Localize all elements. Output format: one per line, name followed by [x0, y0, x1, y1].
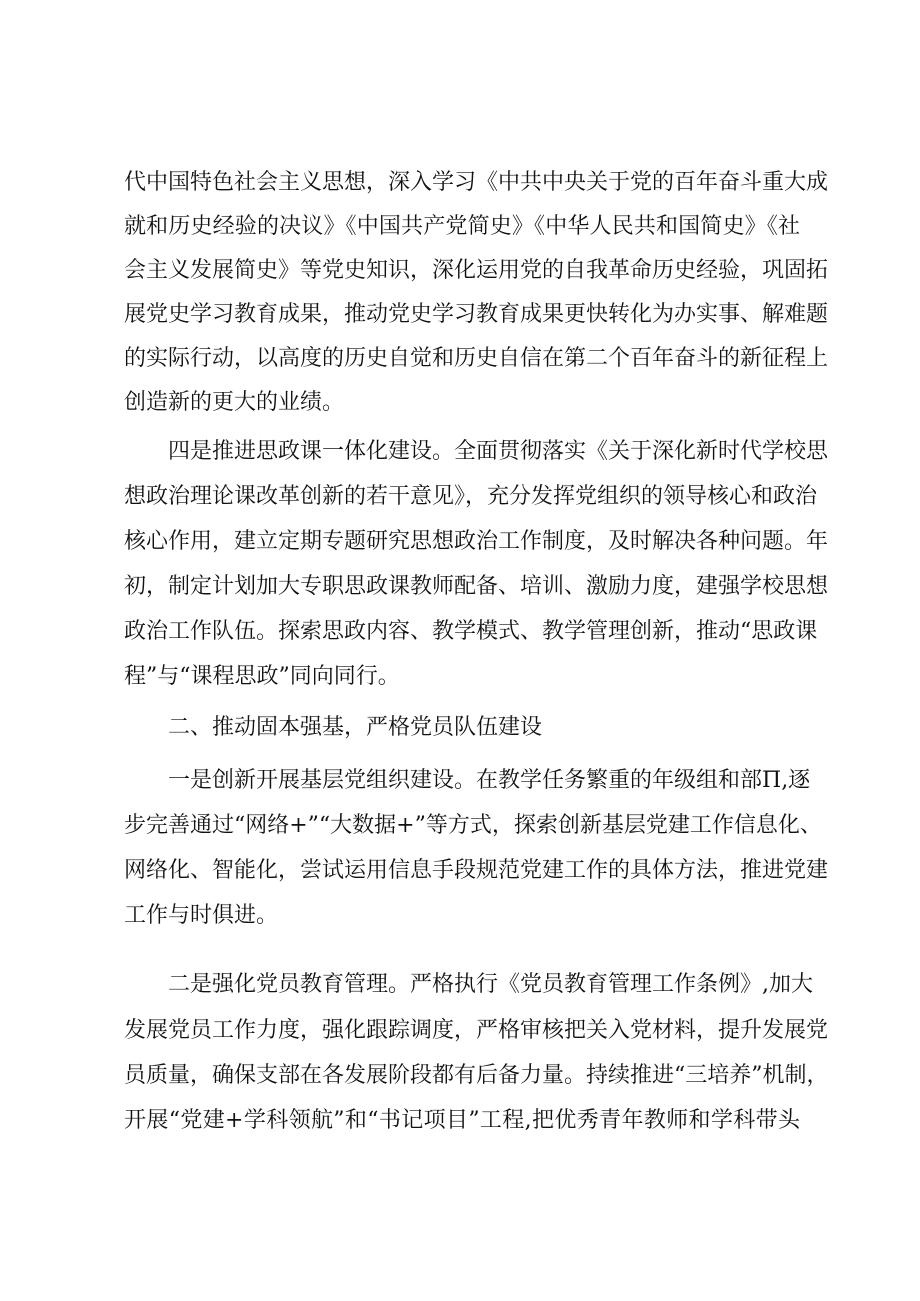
paragraph-line: 发展党员工作力度，强化跟踪调度，严格审核把关入党材料，提升发展党 — [124, 1018, 829, 1043]
paragraph-line: 想政治理论课改革创新的若干意见》，充分发挥党组织的领导核心和政治 — [124, 484, 818, 509]
paragraph-line: 员质量，确保支部在各发展阶段都有后备力量。持续推进“三培养”机制， — [124, 1063, 829, 1088]
paragraph-line: 创造新的更大的业绩。 — [124, 390, 345, 415]
paragraph-line: 网络化、智能化，尝试运用信息手段规范党建工作的具体方法，推进党建 — [124, 858, 829, 883]
paragraph-line: 程”与“课程思政”同向同行。 — [124, 664, 400, 689]
paragraph-line: 的实际行动，以高度的历史自觉和历史自信在第二个百年奋斗的新征程上 — [124, 346, 829, 371]
paragraph-line: 代中国特色社会主义思想，深入学习《中共中央关于党的百年奋斗重大成 — [124, 170, 829, 195]
paragraph-line: 工作与时俱进。 — [124, 903, 279, 928]
paragraph-line: 步完善通过“网络+”“大数据+”等方式，探索创新基层党建工作信息化、 — [124, 813, 822, 838]
paragraph-line: 就和历史经验的决议》《中国共产党简史》《中华人民共和国简史》《社 — [124, 214, 800, 239]
paragraph-line: 初，制定计划加大专职思政课教师配备、培训、激励力度，建强学校思想 — [124, 574, 829, 599]
paragraph-line: 开展“党建+学科领航”和“书记项目”工程,把优秀青年教师和学科带头 — [124, 1108, 800, 1133]
paragraph-line: 一是创新开展基层党组织建设。在教学任务繁重的年级组和部Π,逐 — [168, 768, 811, 793]
paragraph-line: 政治工作队伍。探索思政内容、教学模式、教学管理创新，推动“思政课 — [124, 619, 818, 644]
paragraph-line: 二是强化党员教育管理。严格执行《党员教育管理工作条例》,加大 — [168, 972, 813, 997]
paragraph-line: 核心作用，建立定期专题研究思想政治工作制度，及时解决各种问题。年 — [124, 529, 829, 554]
paragraph-line: 展党史学习教育成果，推动党史学习教育成果更快转化为办实事、解难题 — [124, 302, 829, 327]
paragraph-line: 会主义发展简史》等党史知识，深化运用党的自我革命历史经验，巩固拓 — [124, 258, 829, 283]
section-heading: 二、推动固本强基，严格党员队伍建设 — [168, 715, 543, 740]
paragraph-line: 四是推进思政课一体化建设。全面贯彻落实《关于深化新时代学校思 — [168, 439, 829, 464]
